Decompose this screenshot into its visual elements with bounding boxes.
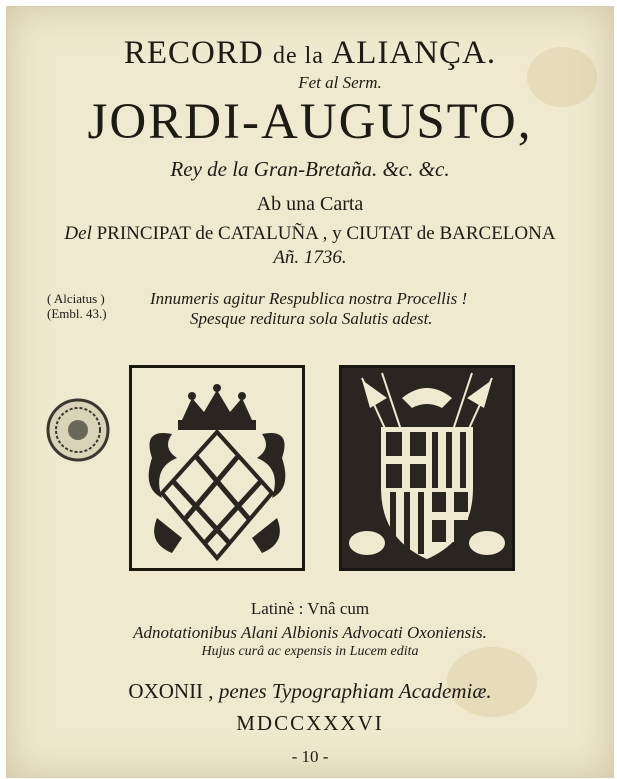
title-line-2: Fet al Serm.	[298, 73, 382, 92]
library-stamp-icon	[45, 397, 111, 463]
title-alianca: ALIANÇA.	[331, 35, 497, 71]
title-del: Del	[64, 223, 92, 244]
title-line-1	[7, 35, 613, 72]
crowned-arms-icon	[132, 368, 302, 568]
title-principat: PRINCIPAT de CATALUÑA , y CIUTAT de BARCELONA	[96, 223, 556, 244]
imprint-oxonii: OXONII ,	[128, 679, 214, 703]
title-year: Añ. 1736.	[273, 247, 347, 268]
coat-of-arms-right	[339, 365, 515, 571]
coat-of-arms-left	[129, 365, 305, 571]
title-line-5: Ab una Carta	[256, 193, 364, 215]
page-number: - 10 -	[291, 747, 329, 766]
imprint-latin: Latinè : Vnâ cum	[250, 599, 370, 618]
title-line-6	[7, 223, 613, 245]
epigraph-source-line: (Embl. 43.)	[47, 306, 107, 321]
imprint-annotations: Adnotationibus Alani Albionis Advocati Oxoniensis.	[133, 623, 487, 642]
epigraph-motto	[150, 289, 467, 329]
barcelona-arms-icon	[342, 368, 512, 568]
epigraph-source	[47, 291, 107, 321]
title-page	[6, 6, 614, 778]
imprint-typographia: penes Typographiam Academiæ.	[218, 679, 492, 703]
epigraph-source-line: ( Alciatus )	[47, 291, 105, 306]
title-main: JORDI-AUGUSTO,	[87, 94, 533, 150]
title-line-4: Rey de la Gran-Bretaña. &c. &c.	[170, 157, 450, 181]
motto-line: Innumeris agitur Respublica nostra Procellis !	[150, 289, 468, 308]
title-record: RECORD	[123, 35, 264, 71]
imprint-place	[7, 679, 613, 704]
imprint-date: MDCCXXXVI	[236, 711, 384, 735]
title-de-la: de la	[272, 43, 324, 69]
motto-line: Spesque reditura sola Salutis adest.	[190, 309, 433, 328]
imprint-edited: Hujus curâ ac expensis in Lucem edita	[201, 644, 419, 659]
